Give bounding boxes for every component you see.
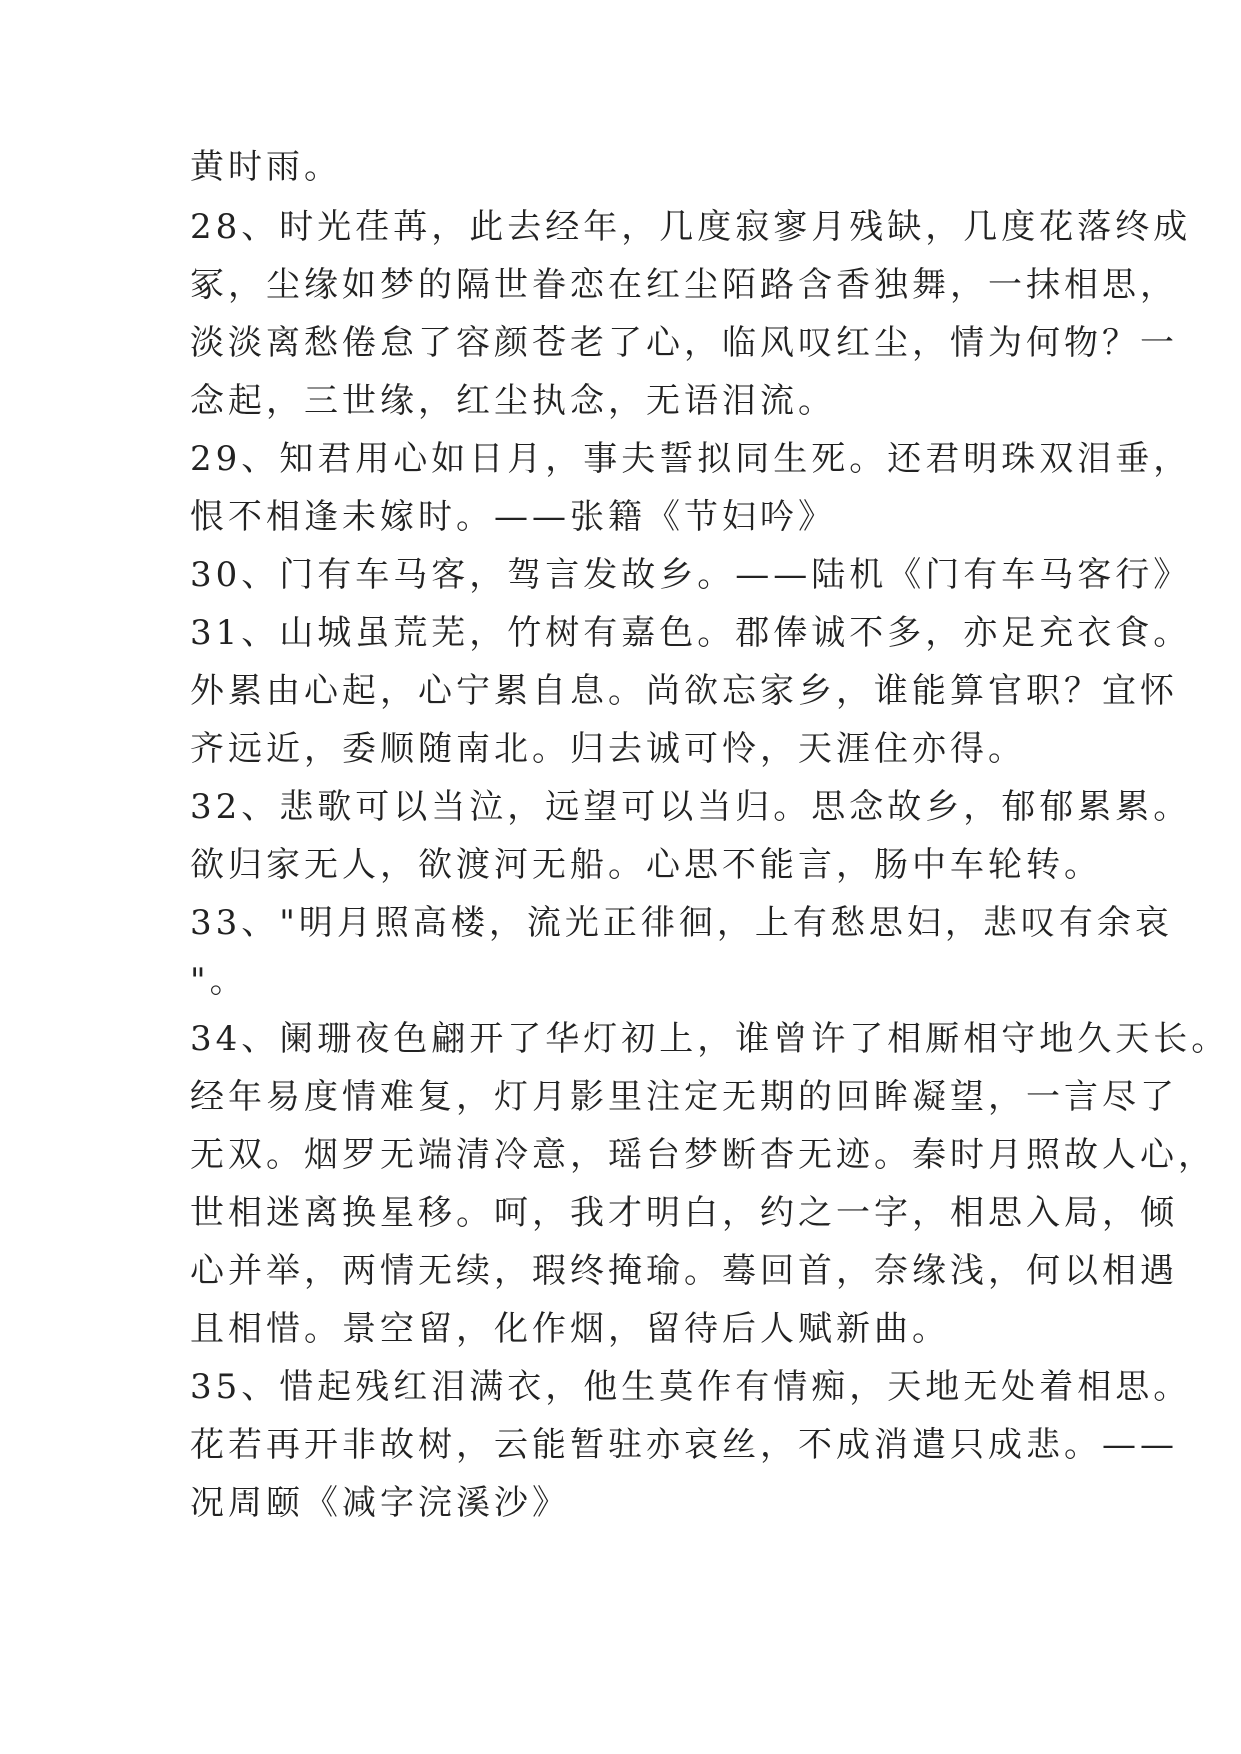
text-line: 况周颐《减字浣溪沙》	[190, 1483, 570, 1523]
text-line: 经年易度情难复，灯月影里注定无期的回眸凝望，一言尽了	[190, 1077, 1178, 1117]
text-line: 29、知君用心如日月，事夫誓拟同生死。还君明珠双泪垂，	[190, 439, 1192, 479]
text-line: 欲归家无人，欲渡河无船。心思不能言，肠中车轮转。	[190, 845, 1102, 885]
text-line: 32、悲歌可以当泣，远望可以当归。思念故乡，郁郁累累。	[190, 787, 1192, 827]
text-line: 且相惜。景空留，化作烟，留待后人赋新曲。	[190, 1309, 950, 1349]
text-line: 恨不相逢未嫁时。——张籍《节妇吟》	[190, 497, 836, 537]
text-line: 无双。烟罗无端清冷意，瑶台梦断杳无迹。秦时月照故人心，	[190, 1135, 1216, 1175]
text-line: 28、时光荏苒，此去经年，几度寂寥月残缺，几度花落终成	[190, 207, 1192, 247]
text-line: 黄时雨。	[190, 147, 342, 187]
text-line: 34、阑珊夜色翩开了华灯初上，谁曾许了相厮相守地久天长。	[190, 1019, 1230, 1059]
text-line: 31、山城虽荒芜，竹树有嘉色。郡俸诚不多，亦足充衣食。	[190, 613, 1192, 653]
text-line: 冢，尘缘如梦的隔世眷恋在红尘陌路含香独舞，一抹相思，	[190, 265, 1178, 305]
text-line: 念起，三世缘，红尘执念，无语泪流。	[190, 381, 836, 421]
text-line: 外累由心起，心宁累自息。尚欲忘家乡，谁能算官职？宜怀	[190, 671, 1178, 711]
text-line: 35、惜起残红泪满衣，他生莫作有情痴，天地无处着相思。	[190, 1367, 1192, 1407]
text-line: 心并举，两情无续，瑕终掩瑜。蓦回首，奈缘浅，何以相遇	[190, 1251, 1178, 1291]
text-line: 齐远近，委顺随南北。归去诚可怜，天涯住亦得。	[190, 729, 1026, 769]
text-line: 淡淡离愁倦怠了容颜苍老了心，临风叹红尘，情为何物？一	[190, 323, 1178, 363]
text-line: 花若再开非故树，云能暂驻亦哀丝，不成消遣只成悲。——	[190, 1425, 1178, 1465]
text-line: 33、"明月照高楼，流光正徘徊，上有愁思妇，悲叹有余哀	[190, 903, 1173, 943]
text-line: "。	[190, 961, 248, 1001]
text-line: 30、门有车马客，驾言发故乡。——陆机《门有车马客行》	[190, 555, 1192, 595]
text-line: 世相迷离换星移。呵，我才明白，约之一字，相思入局，倾	[190, 1193, 1178, 1233]
